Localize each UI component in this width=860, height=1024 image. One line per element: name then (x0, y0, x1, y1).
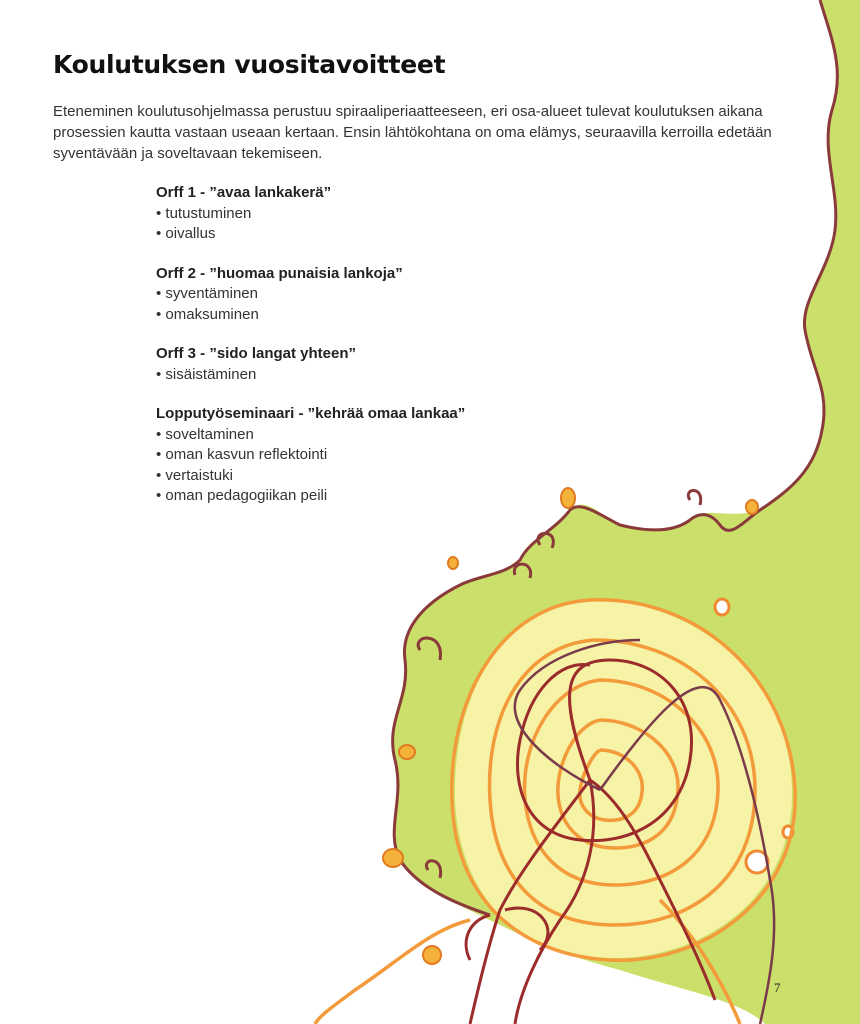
goal-group (156, 344, 576, 385)
goal-item: • oman pedagogiikan peili (156, 487, 328, 504)
goal-group (156, 404, 576, 507)
page-title: Koulutuksen vuositavoitteet (53, 50, 446, 79)
goal-item: • vertaistuki (156, 466, 233, 484)
goal-item: • syventäminen (156, 285, 258, 302)
intro-paragraph: Eteneminen koulutusohjelmassa perustuu spiraaliperiaatteeseen, eri osa-alueet tulevat koulutuksen aikana prosessien kautta vastaan useaan kertaan. Ensin lähtökohtana on oma elämys, seuraavilla kerroilla edetään syventävään ja soveltavaan tekemiseen. (53, 103, 772, 162)
goal-item: • oman kasvun reflektointi (156, 446, 328, 463)
goal-group (156, 183, 576, 245)
goal-item: • oivallus (156, 225, 216, 242)
goal-groups (156, 183, 576, 526)
page-content (53, 50, 793, 504)
goal-item: • omaksuminen (156, 305, 259, 323)
goal-group-title: Orff 1 - ”avaa lankakerä” (156, 184, 332, 201)
goal-group-title: Lopputyöseminaari - ”kehrää omaa lankaa” (156, 405, 466, 422)
goal-item: • tutustuminen (156, 204, 252, 222)
page-number: 7 (774, 980, 781, 995)
goal-item: • soveltaminen (156, 425, 254, 443)
goal-item: • sisäistäminen (156, 365, 257, 383)
goal-group (156, 264, 576, 326)
goal-group-title: Orff 3 - ”sido langat yhteen” (156, 345, 357, 362)
goal-group-title: Orff 2 - ”huomaa punaisia lankoja” (156, 264, 403, 282)
